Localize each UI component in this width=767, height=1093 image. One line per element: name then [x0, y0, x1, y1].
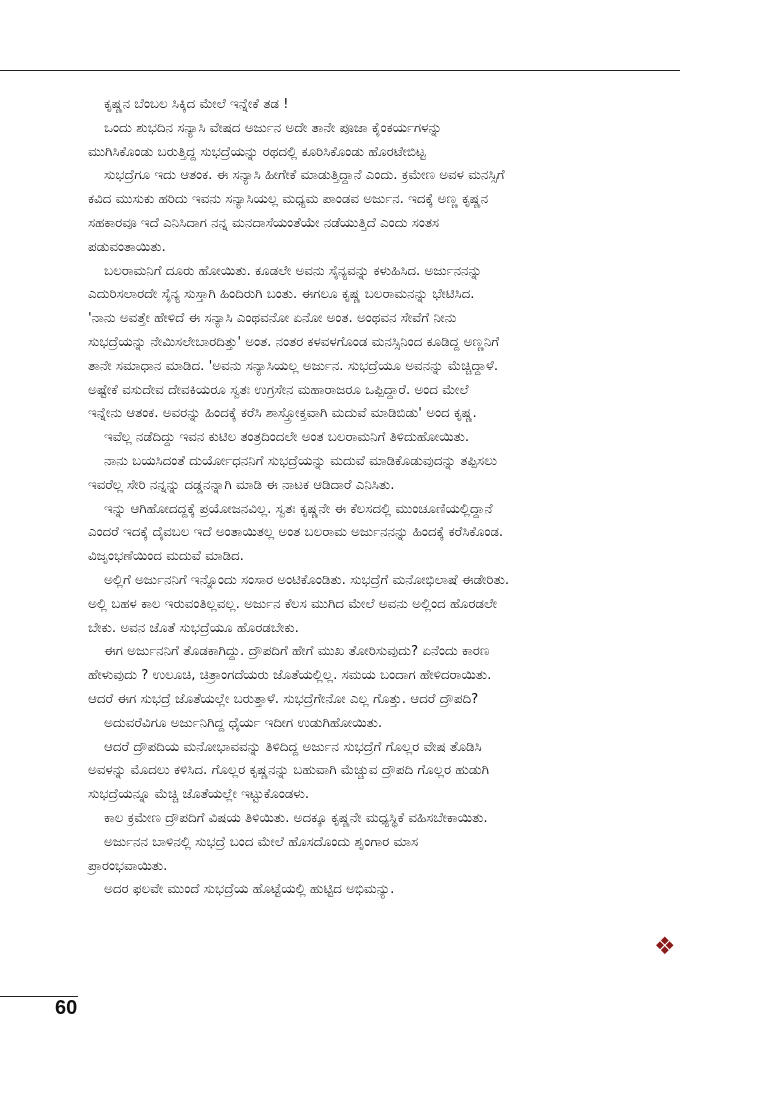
- text-line: ಸುಭದ್ರೆಯನ್ನೂ ಮೆಚ್ಚಿ ಜೊತೆಯಲ್ಲೇ ಇಟ್ಟುಕೊಂಡಳು.: [88, 787, 310, 803]
- text-line: ಕವಿದ ಮುಸುಕು ಹರಿದು ಇವನು ಸನ್ಯಾಸಿಯಲ್ಲ ಮಧ್ಯಮ ಪಾಂಡವ ಅರ್ಜುನ. ಇದಕ್ಕೆ ಅಣ್ಣ ಕೃಷ್ಣನ: [88, 192, 489, 208]
- text-line: ಹೇಳುವುದು ? ಉಲೂಚಿ, ಚಿತ್ರಾಂಗದೆಯರು ಜೊತೆಯಲ್ಲಿಲ್ಲ. ಸಮಯ ಬಂದಾಗ ಹೇಳಿದರಾಯಿತು.: [88, 668, 492, 684]
- text-line: ಮುಗಿಸಿಕೊಂಡು ಬರುತ್ತಿದ್ದ ಸುಭದ್ರೆಯನ್ನು ರಥದಲ್ಲಿ ಕೂರಿಸಿಕೊಂಡು ಹೊರಟೇಬಿಟ್ಟ: [88, 144, 426, 160]
- text-line: ಎಂದರೆ ಇದಕ್ಕೆ ದೈವಬಲ ಇದೆ ಅಂತಾಯಿತಲ್ಲ ಅಂತ ಬಲರಾಮ ಅರ್ಜುನನನ್ನು ಹಿಂದಕ್ಕೆ ಕರೆಸಿಕೊಂಡ.: [88, 525, 504, 541]
- text-line: ಈಗ ಅರ್ಜುನನಿಗೆ ತೊಡಕಾಗಿದ್ದು. ದ್ರೌಪದಿಗೆ ಹೇಗೆ ಮುಖ ತೋರಿಸುವುದು? ಏನೆಂದು ಕಾರಣ: [104, 644, 490, 660]
- text-line: ಆದರೆ ದ್ರೌಪದಿಯ ಮನೋಭಾವವನ್ನು ತಿಳಿದಿದ್ದ ಅರ್ಜುನ ಸುಭದ್ರೆಗೆ ಗೊಲ್ಲರ ವೇಷ ತೊಡಿಸಿ: [104, 739, 482, 755]
- text-line: ಇವರೆಲ್ಲ ಸೇರಿ ನನ್ನನ್ನು ದಡ್ಡನನ್ನಾಗಿ ಮಾಡಿ ಈ ನಾಟಕ ಆಡಿದಾರೆ ಎನಿಸಿತು.: [88, 477, 395, 493]
- text-line: ಇನ್ನು ಆಗಿಹೋದದ್ದಕ್ಕೆ ಪ್ರಯೋಜನವಿಲ್ಲ. ಸ್ವತಃ ಕೃಷ್ಣನೇ ಈ ಕೆಲಸದಲ್ಲಿ ಮುಂಚೂಣಿಯಲ್ಲಿದ್ದಾನೆ: [104, 501, 493, 517]
- text-line: ಇವೆಲ್ಲ ನಡೆದಿದ್ದು ಇವನ ಕುಟಿಲ ತಂತ್ರದಿಂದಲೇ ಅಂತ ಬಲರಾಮನಿಗೆ ತಿಳಿದುಹೋಯಿತು.: [104, 430, 470, 446]
- text-line: ಅವಳನ್ನು ಮೊದಲು ಕಳಿಸಿದ. ಗೊಲ್ಲರ ಕೃಷ್ಣನನ್ನು ಬಹುವಾಗಿ ಮೆಚ್ಚುವ ದ್ರೌಪದಿ ಗೊಲ್ಲರ ಹುಡುಗಿ: [88, 763, 489, 779]
- page-number: 60: [55, 997, 78, 1019]
- text-line: ಪಡುವಂತಾಯಿತು.: [88, 239, 166, 255]
- text-line: ಅದುವರೆವಿಗೂ ಅರ್ಜುನಿಗಿದ್ದ ಧೈರ್ಯ ಇದೀಗ ಉಡುಗಿಹೋಯಿತು.: [104, 715, 383, 731]
- text-line: 'ನಾನು ಅವತ್ತೇ ಹೇಳಿದೆ ಈ ಸನ್ಯಾಸಿ ಎಂಥವನೋ ಏನೋ ಅಂತ. ಅಂಥವನ ಸೇವೆಗೆ ನೀನು: [88, 311, 457, 327]
- text-line: ಸಹಕಾರವೂ ಇದೆ ಎನಿಸಿದಾಗ ನನ್ನ ಮನದಾಸೆಯಂತೆಯೇ ನಡೆಯುತ್ತಿದೆ ಎಂದು ಸಂತಸ: [88, 215, 440, 231]
- text-line: ಬೇಕು. ಅವನ ಜೊತೆ ಸುಭದ್ರೆಯೂ ಹೊರಡಬೇಕು.: [88, 620, 299, 636]
- text-line: ಕಾಲ ಕ್ರಮೇಣ ದ್ರೌಪದಿಗೆ ವಿಷಯ ತಿಳಿಯಿತು. ಅದಕ್ಕೂ ಕೃಷ್ಣನೇ ಮಧ್ಯಸ್ಥಿಕೆ ವಹಿಸಬೇಕಾಯಿತು.: [104, 810, 488, 826]
- text-line: ತಾನೇ ಸಮಾಧಾನ ಮಾಡಿದ. 'ಅವನು ಸನ್ಯಾಸಿಯಲ್ಲ ಅರ್ಜುನ. ಸುಭದ್ರೆಯೂ ಅವನನ್ನು ಮೆಚ್ಚಿದ್ದಾಳೆ.: [88, 358, 499, 374]
- text-line: ಸುಭದ್ರೆಯನ್ನು ನೇಮಿಸಲೇಬಾರದಿತ್ತು' ಅಂತ. ನಂತರ ಕಳವಳಗೊಂಡ ಮನಸ್ಸಿನಿಂದ ಕೂಡಿದ್ದ ಅಣ್ಣನಿಗೆ: [88, 334, 500, 350]
- text-line: ಇನ್ನೇನು ಆತಂಕ. ಅವರನ್ನು ಹಿಂದಕ್ಕೆ ಕರೆಸಿ ಶಾಸ್ತ್ರೋಕ್ತವಾಗಿ ಮದುವೆ ಮಾಡಿಬಿಡು' ಅಂದ ಕೃಷ್ಣ.: [88, 406, 477, 422]
- text-line: ಒಂದು ಶುಭದಿನ ಸನ್ಯಾಸಿ ವೇಷದ ಅರ್ಜುನ ಅದೇ ತಾನೇ ಪೂಜಾ ಕೈಂಕರ್ಯಗಳನ್ನು: [104, 120, 442, 136]
- text-line: ಸುಭದ್ರೆಗೂ ಇದು ಆತಂಕ. ಈ ಸನ್ಯಾಸಿ ಹೀಗೇಕೆ ಮಾಡುತ್ತಿದ್ದಾನೆ ಎಂದು. ಕ್ರಮೇಣ ಅವಳ ಮನಸ್ಸಿಗೆ: [104, 168, 505, 184]
- text-line: ಬಲರಾಮನಿಗೆ ದೂರು ಹೋಯಿತು. ಕೂಡಲೇ ಅವನು ಸೈನ್ಯವನ್ನು ಕಳುಹಿಸಿದ. ಅರ್ಜುನನನ್ನು: [104, 263, 482, 279]
- end-ornament-icon: ❖: [654, 932, 676, 960]
- text-line: ಅಲ್ಲಿಗೆ ಅರ್ಜುನನಿಗೆ ಇನ್ನೊಂದು ಸಂಸಾರ ಅಂಟಿಕೊಂಡಿತು. ಸುಭದ್ರೆಗೆ ಮನೋಭಿಲಾಷೆ ಈಡೇರಿತು.: [104, 572, 510, 588]
- text-line: ಆದರೆ ಈಗ ಸುಭದ್ರೆ ಜೊತೆಯಲ್ಲೇ ಬರುತ್ತಾಳೆ. ಸುಭದ್ರೆಗೇನೋ ಎಲ್ಲ ಗೊತ್ತು. ಆದರೆ ದ್ರೌಪದಿ?: [88, 691, 479, 707]
- text-line: ಪ್ರಾರಂಭವಾಯಿತು.: [88, 858, 168, 874]
- text-line: ಅಲ್ಲಿ ಬಹಳ ಕಾಲ ಇರುವಂತಿಲ್ಲವಲ್ಲ. ಅರ್ಜುನ ಕೆಲಸ ಮುಗಿದ ಮೇಲೆ ಅವನು ಅಲ್ಲಿಂದ ಹೊರಡಲೇ: [88, 596, 498, 612]
- text-line: ಅಷ್ಟೇಕೆ ವಸುದೇವ ದೇವಕಿಯರೂ ಸ್ವತಃ ಉಗ್ರಸೇನ ಮಹಾರಾಜರೂ ಒಪ್ಪಿದ್ದಾರೆ. ಅಂದ ಮೇಲೆ: [88, 382, 469, 398]
- text-line: ನಾನು ಬಯಸಿದಂತೆ ದುರ್ಯೋಧನನಿಗೆ ಸುಭದ್ರೆಯನ್ನು ಮದುವೆ ಮಾಡಿಕೊಡುವುದನ್ನು ತಪ್ಪಿಸಲು: [104, 453, 498, 469]
- text-line: ವಿಜೃಂಭಣೆಯಿಂದ ಮದುವೆ ಮಾಡಿದ.: [88, 549, 244, 565]
- text-line: ಅರ್ಜುನನ ಬಾಳಿನಲ್ಲಿ ಸುಭದ್ರೆ ಬಂದ ಮೇಲೆ ಹೊಸದೊಂದು ಶೃಂಗಾರ ಮಾಸ: [104, 834, 419, 850]
- top-rule: [0, 70, 680, 71]
- text-line: ಅದರ ಫಲವೇ ಮುಂದೆ ಸುಭದ್ರೆಯ ಹೊಟ್ಟೆಯಲ್ಲಿ ಹುಟ್ಟಿದ ಅಭಿಮನ್ಯು.: [104, 882, 395, 898]
- text-line: ಕೃಷ್ಣನ ಬೆಂಬಲ ಸಿಕ್ಕಿದ ಮೇಲೆ ಇನ್ನೇಕೆ ತಡ !: [104, 97, 289, 112]
- page-body-text: [88, 93, 688, 902]
- text-line: ಎದುರಿಸಲಾರದೇ ಸೈನ್ಯ ಸುಸ್ತಾಗಿ ಹಿಂದಿರುಗಿ ಬಂತು. ಈಗಲೂ ಕೃಷ್ಣ ಬಲರಾಮನನ್ನು ಭೇಟಿಸಿದ.: [88, 287, 475, 303]
